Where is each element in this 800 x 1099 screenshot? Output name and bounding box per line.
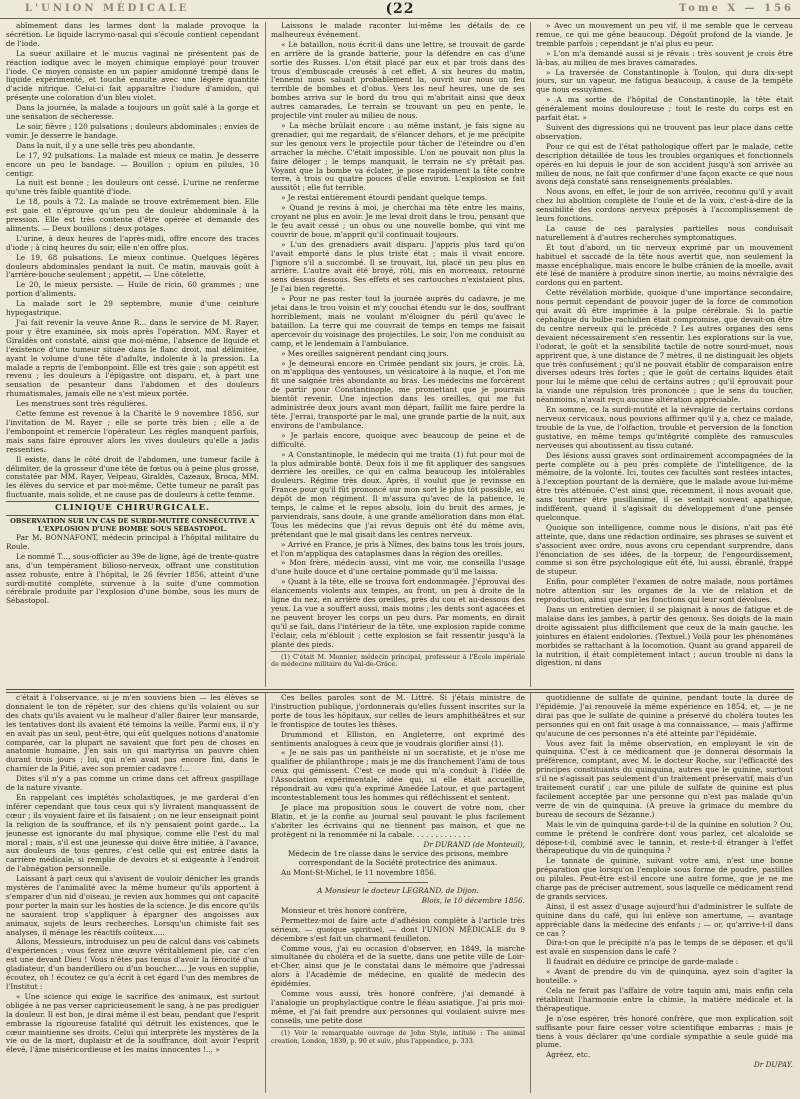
paragraph: Cela ne ferait pas l'affaire de votre taquin ami, mais enfin cela rétablirait l'harmonie entre la chimie, la matière médicale et la thérapeutique. [536,986,793,1013]
paragraph: Il existe, dans le côté droit de l'abdomen, une tumeur facile à délimiter, de la grosseur d'une tête de fœtus ou à peine plus grosse, constatée par MM. Rayer, Velpeau, Giraldès, Cazeaux, Broca, MM. les élèves du service et par moi-même. Cette tumeur ne paraît pas fluctuante, mais solide, et ne cause pas de douleurs à cette femme. [6,454,259,500]
paragraph: Le 17, 92 pulsations. La malade est mieux ce matin. Je desserre encore un peu le bandage. — Bouillon ; opium en pilules, 10 centigr. [6,150,259,178]
paragraph: Des lésions aussi graves sont ordinairement accompagnées de la perte complète ou à peu près complète de l'intelligence, de la mémoire, de la volonté. Ici, toutes ces facultés sont restées intactes, à l'exception pourtant de la dernière, que le malade avoue lui-même être très atténuée. C'est ainsi que, récemment, il nous avouait que, sans tourner être pusillanime, il se sentait souvent apathique, indifférent, quand il s'agissait du développement d'une pensée quelconque. [536,450,793,522]
column-1 [6,22,259,687]
paragraph: Dans la nuit, il y a une selle très peu abondante. [16,140,195,150]
paragraph: La malade sort le 29 septembre, munie d'une ceinture hypogastrique. [6,299,259,318]
footnote: (1) C'était M. Monnier, médecin principal, professeur à l'École impériale de médecine militaire du Val-de-Grâce. [271,652,525,669]
paragraph: Il faudrait en déduire ce principe de garde-malade : [546,957,739,967]
paragraph: » L'un des grenadiers avait disparu. J'appris plus tard qu'on l'avait emporté dans le plus triste état ; mais il vivait encore. J'ignore s'il a succombé. Il se trouvait, lui, placé un peu plus en arrière. L'autre avait été broyé, rôti, mis en morceaux, retourné sens dessus dessous. Ses effets et ses cartouches n'existaient plus. Je l'ai bien regretté. [271,239,525,294]
paragraph: Nous avons, en effet, le jour de son arrivée, reconnu qu'il y avait chez lui abolition complète de l'ouïe et de la voix, c'est-à-dire de la sensibilité des cordons nerveux préposés à l'accomplissement de leurs fonctions. [536,187,793,224]
paragraph: Dira-t-on que le précipité n'a pas le temps de se déposer, et qu'il est avalé en suspension dans le café ? [536,938,793,957]
paragraph: J'ai fait revenir la veuve Anne R... dans le service de M. Rayer, pour y être examinée, six mois après l'opération. MM. Rayer et Giraldès ont constaté, ainsi que moi-même, l'absence de liquide et l'existence d'une tumeur située dans le flanc droit, mal délimitée, ayant le volume d'une tête d'adulte, indolente à la pression. La malade a repris de l'embonpoint. Elle est très gaie ; son appétit est revenu ; les douleurs à l'épigastre ont disparu, et, à part une sensation de pesanteur dans l'abdomen et des douleurs rhumatismales, jamais elle ne s'est mieux portée. [6,318,259,399]
paragraph: » Avec un mouvement un peu vif, il me semble que le cerveau remue, ce qui me gêne beaucoup. Dégoût profond de la viande. Je tremble parfois ; cependant je n'ai plus eu peur. [536,22,793,48]
author-line: Par M. BONNAFONT, médecin principal à l'hôpital militaire du Roule. [6,533,259,551]
paragraph: Et tout d'abord, un tic nerveux exprimé par un mouvement habituel et saccadé de la tête nous avertit que, non seulement la masse encéphalique, mais encore le bulbe crânien de la moelle, avait été lésé de manière à produire sinon inertie, au moins névralgie des cordons qui en partent. [536,242,793,288]
paragraph: La nuit est bonne ; les douleurs ont cessé. L'urine ne renferme qu'une très faible quantité d'iode. [6,178,259,197]
paragraph: Enfin, pour compléter l'examen de notre malade, nous portâmes notre attention sur les organes de la vie de relation et de reproduction, ainsi que sur les fonctions qui leur sont dévolues. [536,577,793,605]
quotation: « Une science qui exige le sacrifice des animaux, est surtout obligée à ne pas verser capricieusement le sang, à ne pas prodiguer la douleur. Il est bon, je dirai même il est beau, pendant que l'esprit embrasse la rigoureuse fatalité qui détruit les existences, que le cœur maintienne ses droits. Celui qui interprète les mystères de la vie ou de la mort, duplaisir et de la souffrance, doit avoir l'esprit élevé, l'âme miséricordieuse et les mains innocentes !... » [6,991,259,1055]
paragraph: Le 19, 68 pulsations. Le mieux continue. Quelques légères douleurs abdominales pendant la nuit. Ce matin, mauvais goût à l'arrière-bouche seulement ; appétit. — Une côtelette. [6,252,259,280]
column-divider [530,693,531,1093]
paragraph: » La traversée de Constantinople à Toulon, qui dura dix-sept jours, sur un vapeur, me fatigua beaucoup, à cause de la tempête que nous essuyâmes. [536,67,793,95]
paragraph: Comme vous, j'ai eu occasion d'observer, en 1849, la marche simultanée du choléra et de la suette, dans une petite ville de Loir-et-Cher, ainsi que je le constatai dans le mémoire que j'adressai alors à l'Académie de médecine, en qualité de médecin des épidémies. [271,943,525,989]
feuilleton-separator [6,689,794,693]
column-divider [265,22,266,687]
paragraph: Suivent des digressions qui ne trouvent pas leur place dans cette observation. [536,122,793,141]
paragraph: » A ma sortie de l'hôpital de Constantinople, la tête était généralement moins douloureuse ; tout le reste du corps est en parfait état. » [536,95,793,123]
paragraph: abîmement dans les larmes dont la malade provoque la sécrétion. Le liquide lacrymo-nasal qui s'écoule contient cependant de l'iode. [6,22,259,48]
paragraph: » L'on m'a demandé aussi si je rêvais : très souvent je crois être là-bas, au milieu de mes braves camarades. [536,48,793,67]
closing: Agréez, etc. [546,1050,591,1060]
paragraph: Pour ce qui est de l'état pathologique offert par le malade, cette description détaillée de tous les troubles organiques et fonctionnels opérés en lui depuis le jour de son accident jusqu'à son arrivée au milieu de nous, ne fait que confirmer d'une façon exacte ce que nous avons déjà constaté sans renseignements préalables. [536,141,793,187]
paragraph: Le soir, fièvre ; 120 pulsations ; douleurs abdominales ; envies de vomir. Je desserre le bandage. [6,121,259,140]
paragraph: » Quand je revins à moi, je cherchai ma tête entre les mains, croyant ne plus en avoir. Je me levai droit dans le trou, pensant que le feu avait cessé ; un obus ou une nouvelle bombe, qui vint me couvrir de boue, m'apprit qu'il continuait toujours. [271,203,525,239]
paragraph: Mais le vin de quinquina garde-t-il de la quinine en solution ? Ou, comme le prétend le confrère dont vous parlez, cet alcaloïde se dépose-t-il, combiné avec le tannin, et reste-t-il étranger à l'effet thérapeutique du vin de quinquina ? [536,819,793,856]
paragraph: » Je parlais encore, quoique avec beaucoup de peine et de difficulté. [271,430,525,449]
signature-title: Médecin de 1re classe dans le service des prisons, membre correspondant de la Société protectrice des animaux. [287,849,509,868]
letter-date: Blois, le 10 décembre 1856. [421,896,525,906]
paragraph: quotidienne de sulfate de quinine, pendant toute la durée de l'épidémie. J'ai renouvelé la même expérience en 1854, et, — je ne dirai pas que le sulfate de quinine a préservé du choléra toutes les personnes qui en ont fait usage à ma connaissance, — mais j'affirme qu'aucune de ces personnes n'a été atteinte par l'épidémie. [536,694,793,738]
paragraph: Cette révélation morbide, quoique d'une importance secondaire, nous permit cependant de pouvoir juger de la force de commotion qui avait dû être imprimée à la pulpe cérébrale. Si la partie céphalique du bulbe rachidien était compromise, que devait-on être du centre nerveux qui le précède ? Les autres organes des sens devaient nécessairement s'en ressentir. Les explorations sur la vue, l'odorat, le goût et la sensibilité tactile de notre sourd-muet, nous apprirent que, à une distance de 7 mètres, il ne distinguait les objets que très confusément ; qu'il ne pouvait établir de comparaison entre diverses odeurs très fortes ; que le goût de certains liquides était pour lui le même que celui de certains autres ; qu'il éprouvait pour la viande une répulsion très prononcée ; que le sens du toucher, néanmoins, n'avait reçu aucune altération appréciable. [536,288,793,405]
column-divider [530,22,531,687]
paragraph: Je place ma proposition sous le couvert de votre nom, cher Blatin, et je la confie au journal seul pouvant le plus facilement s'abriter les écrivains qui ne tiennent pas maison, et que ne protègent ni la renommée ni la cabale. . . . . . . . . . . . . [271,802,525,839]
section-title: CLINIQUE CHIRURGICALE. [6,501,259,516]
paragraph: » Je demeurai encore en Crimée pendant six jours, je crois. Là, on m'appliqua des ventouses, un vésicatoire à la nuque, et l'on me fit une saignée très abondante au bras. Les médecins me forcèrent de partir pour Constantinople, me promettant que je pourrais bientôt revenir. Une injection dans les oreilles, qui me fut administrée deux jours avant mon départ, faillit me faire perdre la tête. J'errai, transporté par le mal, une grande partie de la nuit, aux environs de l'ambulance. [271,358,525,430]
paragraph: En somme, ce la surdi-mutité et la névralgie de certains cordons nerveux cervicaux, nous pouvions affirmer qu'il y a, chez ce malade, trouble de la vue, de l'olfaction, trouble et perversion de la fonction gustative, en même temps qu'intégrité complète des ramuscules nerveuses qui aboutissent au tissu cutané. [536,405,793,450]
paragraph: Dans un entretien dernier, il se plaignait à nous de fatigue et de malaise dans les jambes, à partir des genoux. Ses doigts de la main droite agissaient plus difficilement que ceux de la main gauche, les jointures en étaient endolories. (Textuel.) Voilà pour les phénomènes morbides se rattachant à la locomotion. Quant au grand appareil de la nutrition, il était complètement intact ; aucun trouble ni dans la digestion, ni dans [536,605,793,668]
column-3 [536,22,793,687]
footnote: (1) Voir le remarquable ouvrage de John Style, intitulé : The animal creation, London, 1839, p. 90 et suiv., plus l'appendice, p. 333. [271,1028,525,1045]
letter-salutation: Monsieur et très honoré confrère, [281,905,407,915]
paragraph: « Je ne sais pas un panthéiste ni un socratiste, et je n'ose me qualifier de philanthrope ; mais je me dis franchement l'ami de tous ceux qui gémissent. C'est ce mode qui m'a conduit à l'idée de l'Association expérimentale, idée qui, si elle était accueillie, répondrait au vœu qu'a exprimé Amédée Latour, et que partagent incontestablement tous les hommes qui réfléchissent et sentent. [271,748,525,802]
paragraph: » A Constantinople, le médecin qui me traita (1) fut pour moi de la plus admirable bonté. Deux fois il me fit appliquer des sangsues derrière les oreilles, ce qui en calma beaucoup les intolérables douleurs. Régime très doux. Après, il voulut que je revinsse en France pour qu'il fût prononcé sur mon sort le plus tôt possible, au dépôt de mon régiment. Il m'assura qu'avec de la patience, le temps, le calme et le repos absolu, loin du bruit des armes, je parviendrais, sans doute, à une grande amélioration dans mon état. Tous les médecins que j'ai revus depuis ont été du même avis, prétendant que le mal gisait dans les centres nerveux. [271,449,525,539]
column-2 [271,22,525,687]
paragraph: » Mon frère, médecin aussi, vint me voir, me conseilla l'usage d'une huile douce et d'une certaine pommade qu'il me laissa. [271,558,525,577]
paragraph: » Pour ne pas rester tout la journée auprès du cadavre, je me jetai dans le trou voisin et m'y couchai étendu sur le dos, souffrant horriblement, mais ne voulant m'éloigner du péril qu'avec le bataillon. La terre qui me couvrait de temps en temps me faisait apercevoir du voisinage des projectiles. Le soir, l'on me conduisit au camp, et le lendemain à l'ambulance. [271,294,525,348]
paragraph: » Je restai entièrement étourdi pendant quelque temps. [281,193,488,203]
paragraph: Je n'ose espérer, très honoré confrère, que mon explication soit suffisante pour faire cesser votre scientifique embarras ; mais je tiens à vous déclarer qu'une cordiale sympathie a seule guidé ma plume. [536,1013,793,1050]
signature: Dr DUPAY. [753,1060,793,1070]
page-header [0,0,800,19]
paragraph: Le tannate de quinine, suivant votre ami, n'est une bonne préparation que lorsqu'on l'emploie sous forme de poudre, pastilles ou pilules. Peut-être est-il encore une autre forme, que je ne me charge pas de préciser autrement, sous laquelle ce médicament rend de grands services. [536,856,793,901]
paragraph: Cette femme est revenue à la Charité le 9 novembre 1856, sur l'invitation de M. Rayer ; elle se porte très bien ; elle a de l'embonpoint et remercie l'opérateur. Les règles manquent parfois, mais sans faire éprouver alors les vives douleurs qu'elle a jadis ressenties. [6,409,259,454]
paragraph: » Arrivé en France, je pris à Nîmes, des bains tous les trois jours, et l'on m'appliqua des cataplasmes dans la région des oreilles. [271,539,525,558]
header-left-text: L'UNION MÉDICALE [25,3,190,14]
paragraph: Laissons le malade raconter lui-même les détails de ce malheureux événement. [271,22,525,39]
paragraph: » La mèche brûlait encore : au même instant, je fais signe au grenadier, qui me regardait, de s'élancer dehors, et je me précipite sur les genoux vers le projectile pour tâcher de l'éteindre ou d'en arracher la mèche. C'était impossible. L'on ne pouvait non plus la faire déloger ; le temps manquait, le terrain ne s'y prêtait pas. Voyant que la bombe va éclater, je pose rapidement la tête contre terre, à trois ou quatre pouces d'elle environ. L'explosion se fait aussitôt ; elle fut terrible. [271,120,525,193]
paragraph: Les menstrues sont très régulières. [16,399,148,409]
page-number: (22 [385,1,415,17]
letter-heading: A Monsieur le docteur LEGRAND, de Dijon. [317,886,479,896]
paragraph: La cause de ces paralysies partielles nous conduisait naturellement à d'autres recherches symptomatiques. [536,223,793,242]
paragraph: En rappelant ces impiétés scholastiques, je me garderai d'en inférer cependant que tous ceux qui s'y livraient manquassent de cœur ; ils voyaient faire et ils faisaient ; on ne leur enseignait point la religion de la souffrance, et ils n'y pensaient point garde... La jeunesse est ignorante du mal physique, comme elle l'est du mal moral ; mais, s'il est une jeunesse qui doive être initiée, à l'avance, aux douleurs de tous genres, c'est celle qui est entrée dans la carrière médicale, si remplie de devoirs et si exigeante à l'endroit de l'abnégation personnelle. [6,792,259,874]
signature-place: Au Mont-St-Michel, le 11 novembre 1856. [281,868,437,878]
paragraph: Laissant à part ceux qui s'avisent de vouloir dénicher les grands mystères de l'animalité avec la même humeur qu'ils apportent à s'emparer d'un nid d'oiseau, je revien aux hommes qui ont capacité pour porter la main sur les hosties de la science. Je dis encore qu'ils ne sauraient trop s'appliquer à épargner des angoisses aux animaux, sujets de leurs recherches. Lorsqu'un chimiste fait ses analyses, il ménage les réactifs coûteux..... [6,874,259,937]
feuilleton-column-2 [271,694,525,1094]
paragraph: Quoique son intelligence, comme nous le disions, n'ait pas été atteinte, que, dans une rédaction ordinaire, ses phrases se suivent et s'associent avec ordre, nous avons cru cependant surprendre, dans l'énonciation de ses idées, de la torpeur, de l'engourdissement, comme si son être psychologique eût été, lui aussi, ébranlé, frappé de stupeur. [536,522,793,577]
paragraph: Le 18, pouls à 72. La malade se trouve extrêmement bien. Elle est gaie et n'éprouve qu'un peu de douleur abdominale à la pression. Elle est très contente d'être opérée et demande des aliments. — Deux bouillons ; deux potages. [6,197,259,233]
paragraph: « Avant de prendre du vin de quinquina, ayez soin d'agiter la bouteille. » [536,967,793,986]
header-right-text: Tome X — 156 [679,3,794,14]
signature: Dr DURAND (de Monteuil), [423,839,525,849]
divider [368,882,428,883]
feuilleton-column-3 [536,694,793,1094]
paragraph: La sueur axillaire et le mucus vaginal ne présentent pas de réaction iodique avec le moyen chimique employé pour trouver l'iode. Ce moyen consiste en un papier amidonné trempé dans le liquide expérimenté, et touché ensuite avec une légère quantité d'acide nitrique. Celui-ci fait apparaître l'iodure d'amidon, qui présente une coloration d'un bleu violet. [6,48,259,103]
paragraph: Permettez-moi de faire acte d'adhésion complète à l'article très sérieux, — quoique spirituel, — dont l'UNION MÉDICALE du 9 décembre s'est fait un charmant feuilleton. [271,915,525,943]
paragraph: « Le bataillon, nous écrit-il dans une lettre, se trouvait de garde en arrière de la grande batterie, pour la défendre en cas d'une sortie des Russes. L'on était placé par eux et par trois dans des trous d'embuscade creusés à cet effet. A six heures du matin, l'ennemi nous saluait probablement la, ouvrit sur nous un feu terrible de bombes et d'obus. Vers les neuf heures, une de ses bombes arriva sur le bord du trou qui m'abritait ainsi que deux autres camarades. Le terrain se trouvant un peu en pente, le projectile vint rouler au milieu de nous. [271,39,525,121]
paragraph: Le nommé T..., sous-officier au 39e de ligne, âgé de trente-quatre ans, d'un tempérament bilioso-nerveux, offrant une constitution assez robuste, entre à l'hôpital, le 26 février 1856, atteint d'une surdi-mutité complète, survenue à la suite d'une commotion cérébrale produite par l'explosion d'une bombe, sous les murs de Sébastopol. [6,551,259,606]
paragraph: Allons, Messieurs, introduisez un peu de calcul dans vos cabinets d'expériences ; vous ferez une œuvre véritablement pie, car c'en est une devant Dieu ! Vous n'êtes pas tenus d'avoir la férocité d'un gladiateur, d'un banderillero ou d'un boucher..... Je vous en supplie, écoutez, oh ! écoutez ce qu'a écrit à cet égard l'un des membres de l'Institut : [6,937,259,991]
article-subtitle: OBSERVATION SUR UN CAS DE SURDI-MUTITÉ CONSÉCUTIVE A L'EXPLOSION D'UNE BOMBE SOUS SÉBASTOPOL. [10,517,255,534]
paragraph: Dites s'il n'y a pas comme un crime dans cet affreux gaspillage de la nature vivante. [6,774,259,793]
paragraph: Le 20, le mieux persiste. — Huile de ricin, 60 grammes ; une portion d'aliments. [6,280,259,299]
paragraph: Comme vous aussi, très honoré confrère, j'ai demandé à l'analogie un prophylactique contre le fléau asiatique. J'ai pris moi-même, et j'ai fait prendre aux personnes qui voulaient suivre mes conseils, une petite dose [271,989,525,1025]
paragraph: L'urine, à deux heures de l'après-midi, offre encore des traces d'iode ; à cinq heures du soir, elle n'en offre plus. [6,233,259,252]
paragraph: Dans la journée, la malade a toujours un goût salé à la gorge et une sensation de sécheresse. [6,103,259,122]
paragraph: Ainsi, il est assez d'usage aujourd'hui d'administrer le sulfate de quinine dans du café, qui lui enlève son amertume, — avantage appréciable dans la médecine des enfants ; — or, qu'arrive-t-il dans ce cas ? [536,901,793,938]
paragraph: » Mes oreilles saignèrent pendant cinq jours. [281,348,449,358]
paragraph: Ces belles paroles sont de M. Littré. Si j'étais ministre de l'instruction publique, j'ordonnerais qu'elles fussent inscrites sur la porte de tous les hôpitaux, sur celles de leurs amphithéâtres et sur le frontispice de toutes les thèses. [271,694,525,729]
paragraph: Drummond et Elliston, en Angleterre, ont exprimé des sentiments analogues à ceux que je voudrais glorifier ainsi (1). [271,729,525,748]
column-divider [265,693,266,1093]
paragraph: c'était à l'observance, si je m'en souviens bien — les élèves se donnaient le ton de répéter, sur des chiens qu'ils volaient ou sur des chats qu'ils avaient vu le malheur d'aller flairer leur mansarde, les tentatives dont ils avaient été témoins la veille. Parmi eux, il n'y en avait pas un seul, peut-être, qui eût quelques notions d'anatomie comparée, car la plupart ne savaient que fort peu de choses en anatomie humaine. J'en sais un qui martyrisa un pauvre chien durant trois jours ; lui, qui n'en avait pas encore fini, dans le charnier de la Pitié, avec son premier cadavre !... [6,694,259,774]
paragraph: Vous avez fait la même observation, en employant le vin de quinquina. C'est à ce médicament que je donnerai désormais la préférence, comptant, avec M. le docteur Roche, sur l'efficacité des principes constituants du quinquina, autres que le quinine, surtout s'il ne s'agissait pas seulement d'un traitement préservatif, mais d'un traitement curatif ; car une pilule de sulfate de quinine est plus facilement acceptée par une personne qui n'est pas malade qu'un verre de vin de quinquina. (A preuve la grimace du membre du bureau de secours de Sézanne.) [536,738,793,819]
feuilleton-column-1 [6,694,259,1094]
paragraph: » Quant à la tête, elle se trouva fort endommagée. J'éprouvai des élancements violents aux tempes, au front, un peu à droite de la ligne du nez, en arrière des oreilles, près du cou et au-dessous des yeux. La vue a souffert aussi, mais moins ; les dents sont agacées et ne peuvent broyer les corps un peu durs. Par moments, en dirait qu'il se fait, dans l'intérieur de la tête, une explosion rapide comme l'éclair, cela m'éblouit ; cette explosion se fait ressentir jusqu'à la plante des pieds. [271,577,525,649]
